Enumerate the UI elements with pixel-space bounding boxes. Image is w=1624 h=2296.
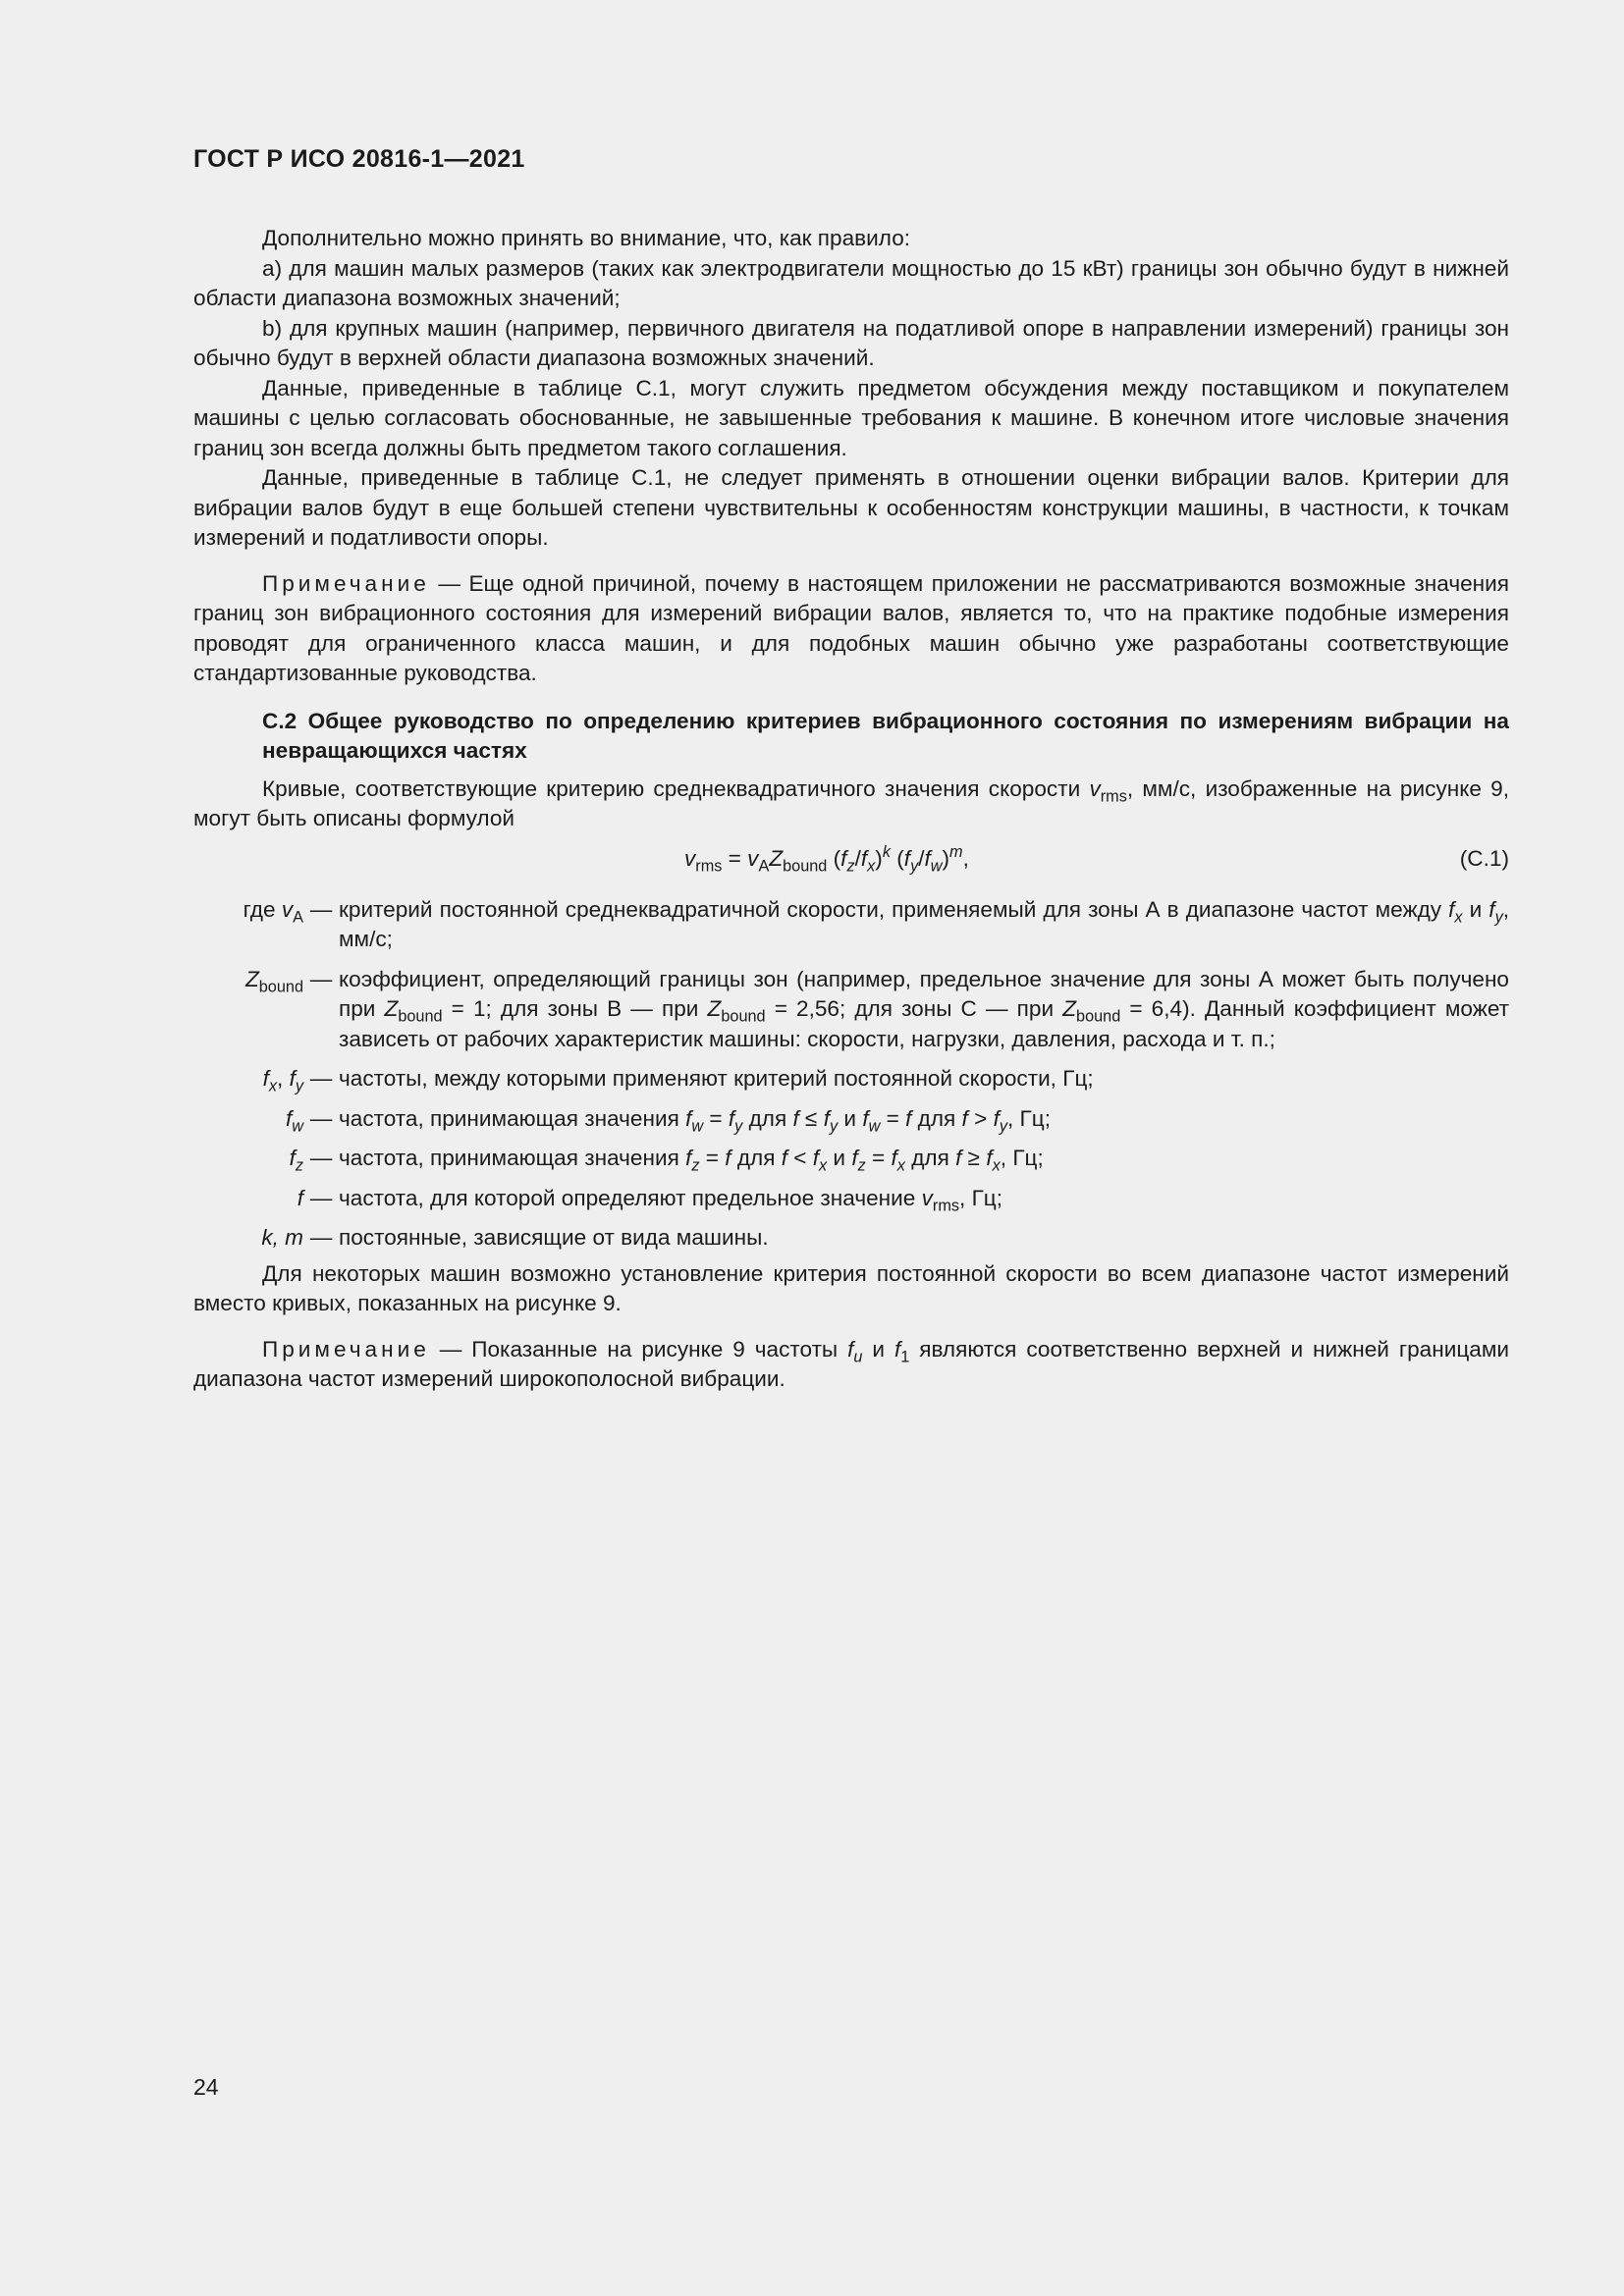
note: Примечание — Показанные на рисунке 9 частоты $f_u$ и $f_1$ являются соответственно верхней и нижней границами диапазона частот измерений широкополосной вибрации. bbox=[193, 1336, 1510, 1391]
definition-fz: $f_z$ — частота, принимающая значения $f_z = f$ для $f < f_x$ и $f_z = f_x$ для $f \ge f_x$, Гц; bbox=[289, 1146, 1044, 1175]
body-text bbox=[193, 224, 1509, 1395]
list-item-b: b) для крупных машин (например, первичного двигателя на податливой опоре в направлении измерений) границы зон обычно будут в верхней области диапазона возможных значений. bbox=[193, 315, 1509, 370]
formula bbox=[193, 838, 1509, 885]
page-number: 24 bbox=[193, 2074, 219, 2100]
note-text: — Еще одной причиной, почему в настоящем приложении не рассматриваются возможные значения границ зон вибрационного состояния для измерений вибрации валов, является то, что на практике подобные измерения проводят для ограниченного класса машин, и для подобных машин обычно уже разработаны соответствующие стандартизованные руководства. bbox=[193, 570, 1509, 685]
definition-f: f — частота, для которой определяют предельное значение $v_{rms}$, Гц; bbox=[297, 1185, 1003, 1215]
section-heading: С.2 Общее руководство по определению критериев вибрационного состояния по измерениям вибрации на невращающихся частях bbox=[262, 708, 1509, 763]
paragraph: Кривые, соответствующие критерию среднеквадратичного значения скорости $v_{rms}$, мм/с, изображенные на рисунке 9, могут быть описаны формулой bbox=[193, 775, 1509, 830]
formula-expression: $v_{rms} = v_AZ_{bound}$ $(f_z/f_x)^k$ $(f_y/f_w)^m$, bbox=[684, 842, 969, 876]
definition-vA: где $v_A$ — критерий постоянной среднеквадратичной скорости, применяемый для зоны А в диапазоне частот между $f_x$ и $f_y$, мм/с; bbox=[243, 896, 1509, 951]
definition-k-m: k, m — постоянные, зависящие от вида машины. bbox=[261, 1225, 769, 1250]
definition-zbound: $Z_{bound}$ — коэффициент, определяющий границы зон (например, предельное значение для зоны А может быть получено при $Z_{bound} = 1$; для зоны В — при $Z_{bound} = 2,56$; для зоны С — при $Z_{bound} = 6,4$). Данный коэффициент может зависеть от рабочих характеристик машины: скорости, нагрузки, давления, расхода и т. п.; bbox=[244, 966, 1509, 1051]
paragraph: Для некоторых машин возможно установление критерия постоянной скорости во всем диапазоне частот измерений вместо кривых, показанных на рисунке 9. bbox=[193, 1260, 1509, 1315]
paragraph: Данные, приведенные в таблице С.1, не следует применять в отношении оценки вибрации валов. Критерии для вибрации валов будут в еще большей степени чувствительны к особенностям конструкции машины, в частности, к точкам измерений и податливости опоры. bbox=[193, 465, 1509, 550]
paragraph: Данные, приведенные в таблице С.1, могут служить предметом обсуждения между поставщиком и покупателем машины с целью согласовать обоснованные, не завышенные требования к машине. В конечном итоге числовые значения границ зон всегда должны быть предметом такого соглашения. bbox=[193, 375, 1509, 460]
definition-fx-fy: $f_x$, $f_y$ — частоты, между которыми применяют критерий постоянной скорости, Гц; bbox=[262, 1066, 1094, 1095]
note bbox=[193, 569, 1509, 689]
paragraph: Дополнительно можно принять во внимание, что, как правило: bbox=[262, 226, 911, 250]
document-header: ГОСТ Р ИСО 20816-1—2021 bbox=[193, 145, 525, 173]
note-label: Примечание bbox=[262, 1336, 430, 1362]
formula-number: (С.1) bbox=[1459, 845, 1509, 871]
definition-fw: $f_w$ — частота, принимающая значения $f_w = f_y$ для $f \le f_y$ и $f_w = f$ для $f > f_y$, Гц; bbox=[285, 1105, 1051, 1136]
list-item-a: a) для машин малых размеров (таких как электродвигатели мощностью до 15 кВт) границы зон обычно будут в нижней области диапазона возможных значений; bbox=[193, 255, 1509, 310]
note-label: Примечание bbox=[262, 570, 430, 596]
